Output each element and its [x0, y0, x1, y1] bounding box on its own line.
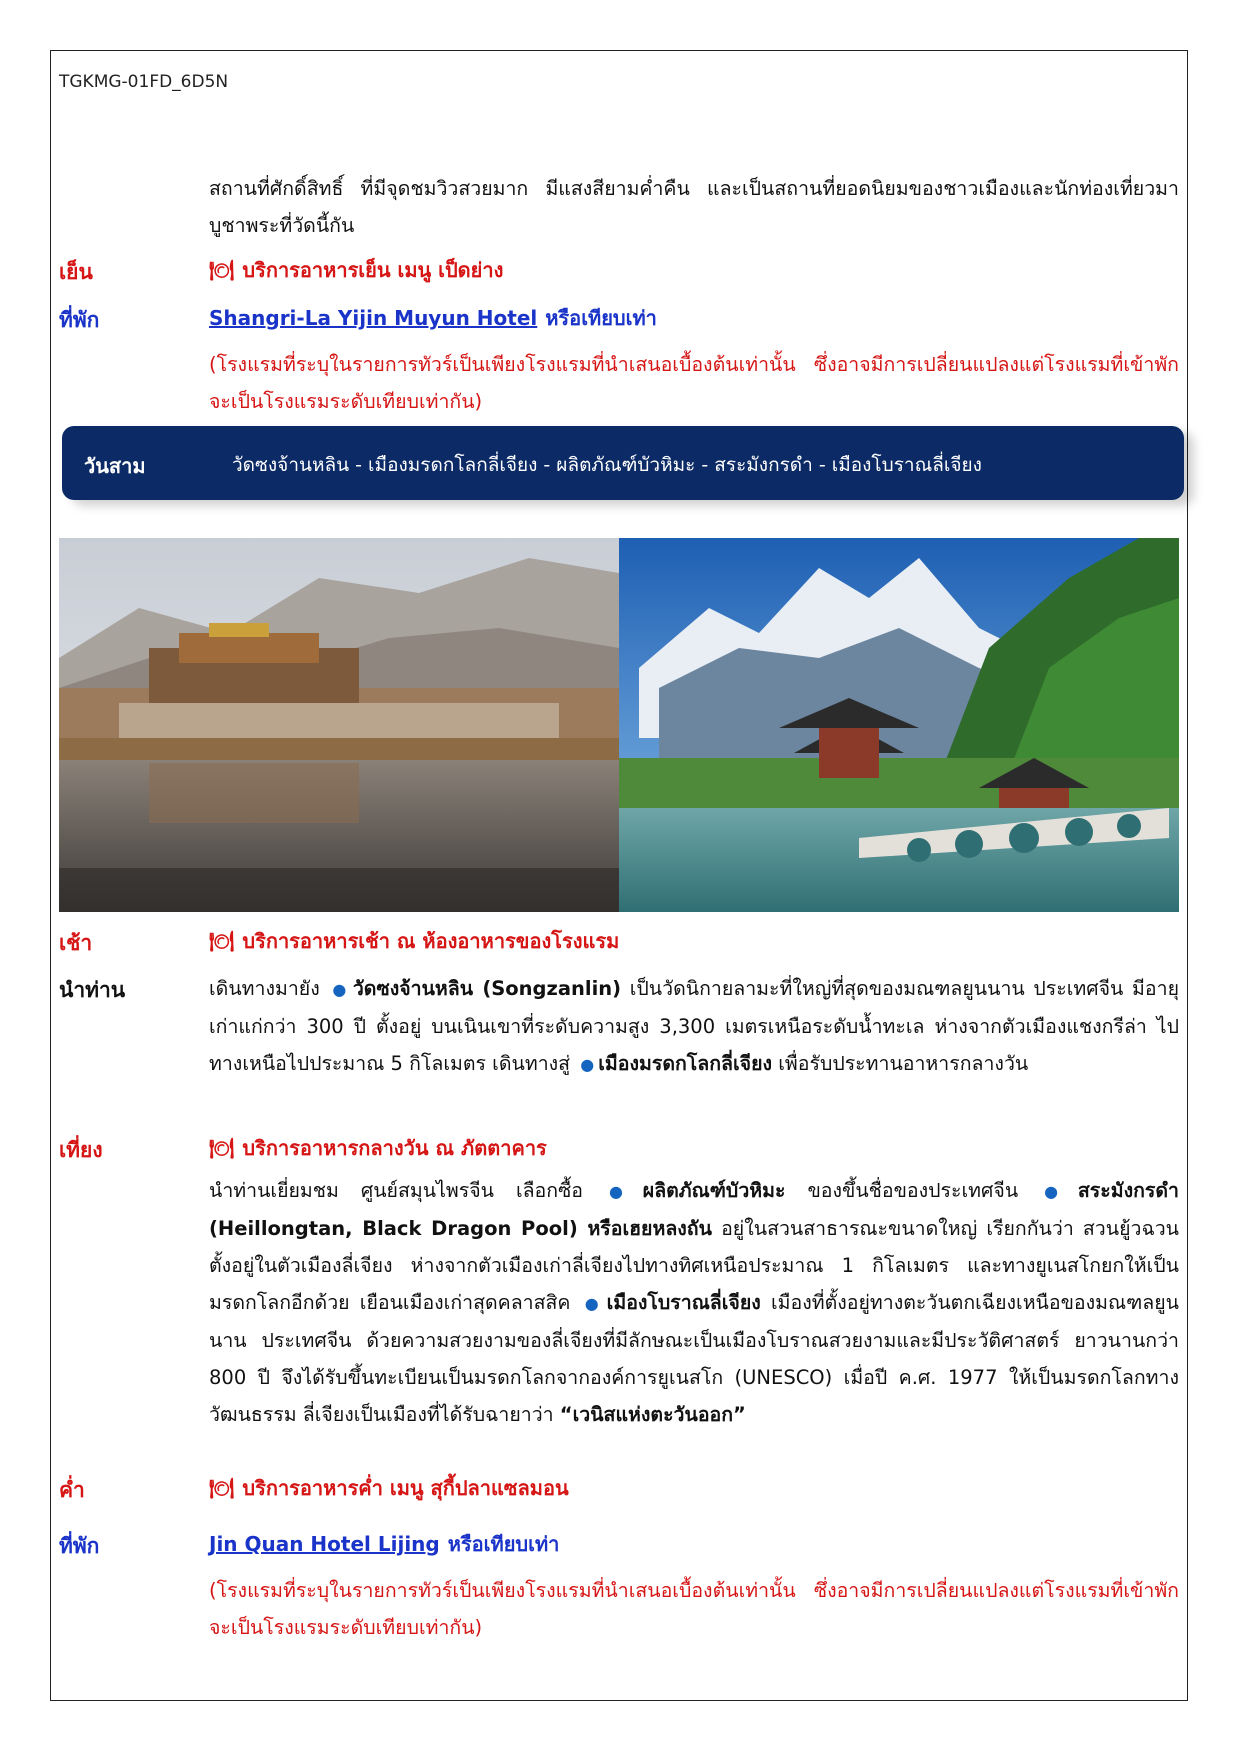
- morning-highlight-2: เมืองมรดกโลกลี่เจียง: [598, 1052, 773, 1075]
- lunch-label: เที่ยง: [59, 1138, 103, 1162]
- day-title: วันสาม: [84, 454, 146, 478]
- plate-cutlery-icon: 🍽: [209, 258, 235, 282]
- morning-text-3: เพื่อรับประทานอาหารกลางวัน: [778, 1052, 1029, 1075]
- hotel-alt-text: หรือเทียบเท่า: [545, 306, 657, 330]
- morning-label: นำท่าน: [59, 978, 126, 1002]
- blue-dot-icon: ●: [609, 1182, 639, 1201]
- morning-highlight-1: วัดซงจ้านหลิน (Songzanlin): [352, 977, 622, 1000]
- morning-text-1: เดินทางมายัง: [209, 977, 320, 1000]
- plate-cutlery-icon: 🍽: [209, 1476, 235, 1500]
- intro-text: สถานที่ศักดิ์สิทธิ์ ที่มีจุดชมวิวสวยมาก มีแสงสียามค่ำคืน และเป็นสถานที่ยอดนิยมของชาวเมืองและนักท่องเที่ยวมาบูชาพระที่วัดนี้กัน: [209, 177, 1179, 237]
- dinner2-text: บริการอาหารค่ำ เมนู สุกี้ปลาแซลมอน: [242, 1476, 569, 1500]
- afternoon-highlight-4: “เวนิสแห่งตะวันออก”: [559, 1403, 746, 1426]
- hotel-note: (โรงแรมที่ระบุในรายการทัวร์เป็นเพียงโรงแรมที่นำเสนอเบื้องต้นเท่านั้น ซึ่งอาจมีการเปลี่ยนแปลงแต่โรงแรมที่เข้าพักจะเป็นโรงแรมระดับเทียบเท่ากัน): [209, 353, 1179, 413]
- dinner2-meal: [209, 1474, 1179, 1502]
- hotel-line: [209, 304, 1179, 333]
- afternoon-text-2: ของขึ้นชื่อของประเทศจีน: [807, 1179, 1019, 1202]
- morning-text-2: เป็นวัดนิกายลามะที่ใหญ่ที่สุดของมณฑลยูนนาน ประเทศจีน มีอายุเก่าแก่กว่า 300 ปี ตั้งอยู่ บนเนินเขาที่ระดับความสูง 3,300 เมตรเหนือระดับน้ำทะเล ห่างจากตัวเมืองแชงกรีล่า ไปทางเหนือไปประมาณ 5 กิโลเมตร เดินทางสู่: [209, 977, 1179, 1075]
- hotel-link[interactable]: Shangri-La Yijin Muyun Hotel: [209, 306, 538, 330]
- intro-section: [59, 170, 1179, 250]
- day-route: วัดซงจ้านหลิน - เมืองมรดกโลกลี่เจียง - ผลิตภัณฑ์บัวหิมะ - สระมังกรดำ - เมืองโบราณลี่เจียง: [232, 454, 982, 476]
- afternoon-text-3: อยู่ในสวนสาธารณะขนาดใหญ่ เรียกกันว่า สวนยู้วฉวน ตั้งอยู่ในตัวเมืองลี่เจียง ห่างจากตัวเมืองเก่าลี่เจียงไปทางทิศเหนือประมาณ 1 กิโลเมตร และทางยูเนสโกยกให้เป็นมรดกโลกอีกด้วย เยือนเมืองเก่าสุดคลาสสิค: [209, 1217, 1180, 1314]
- breakfast-label: เช้า: [59, 931, 93, 955]
- morning-text: [209, 970, 1179, 1083]
- blue-dot-icon: ●: [332, 980, 349, 999]
- hotel2-link[interactable]: Jin Quan Hotel Lijing: [209, 1532, 440, 1556]
- dinner-row-2: [59, 1474, 1179, 1510]
- document-code: TGKMG-01FD_6D5N: [59, 72, 229, 92]
- lunch-text: บริการอาหารกลางวัน ณ ภัตตาคาร: [242, 1136, 547, 1160]
- dinner-text: บริการอาหารเย็น เมนู เป็ดย่าง: [242, 258, 504, 282]
- hotel-row-2: [59, 1530, 1179, 1640]
- black-dragon-pool-photo: [619, 538, 1179, 912]
- afternoon-text-1: นำท่านเยี่ยมชม ศูนย์สมุนไพรจีน เลือกซื้อ: [209, 1179, 584, 1202]
- lunch-row: [59, 1134, 1179, 1454]
- photo-collage: [59, 538, 1179, 912]
- dinner-label: เย็น: [59, 260, 93, 284]
- plate-cutlery-icon: 🍽: [209, 929, 235, 953]
- hotel2-label: ที่พัก: [59, 1534, 100, 1558]
- afternoon-text: [209, 1172, 1179, 1433]
- hotel2-note: (โรงแรมที่ระบุในรายการทัวร์เป็นเพียงโรงแรมที่นำเสนอเบื้องต้นเท่านั้น ซึ่งอาจมีการเปลี่ยนแปลงแต่โรงแรมที่เข้าพักจะเป็นโรงแรมระดับเทียบเท่ากัน): [209, 1579, 1179, 1639]
- monastery-photo: [59, 538, 619, 912]
- day-banner: [62, 426, 1184, 500]
- hotel2-line: [209, 1530, 1179, 1559]
- blue-dot-icon: ●: [584, 1294, 603, 1313]
- photo-strip: [59, 538, 1179, 912]
- breakfast-meal: [209, 927, 1179, 955]
- hotel2-alt-text: หรือเทียบเท่า: [447, 1532, 560, 1556]
- afternoon-highlight-1: ผลิตภัณฑ์บัวหิมะ: [642, 1179, 786, 1202]
- morning-program: [59, 970, 1179, 1130]
- dinner2-label: ค่ำ: [59, 1478, 85, 1502]
- plate-cutlery-icon: 🍽: [209, 1136, 235, 1160]
- breakfast-text: บริการอาหารเช้า ณ ห้องอาหารของโรงแรม: [242, 929, 620, 953]
- afternoon-text-4: เมืองที่ตั้งอยู่ทางตะวันตกเฉียงเหนือของมณฑลยูนนาน ประเทศจีน ด้วยความสวยงามของลี่เจียงที่มีลักษณะเป็นเมืองโบราณสวยงามและมีประวัติศาสตร์ ยาวนานกว่า 800 ปี จึงได้รับขึ้นทะเบียนเป็นมรดกโลกจากองค์การยูเนสโก (UNESCO) เมื่อปี ค.ศ. 1977 ให้เป็นมรดกโลกทางวัฒนธรรม ลี่เจียงเป็นเมืองที่ได้รับฉายาว่า: [209, 1291, 1179, 1426]
- hotel-label: ที่พัก: [59, 308, 100, 332]
- dinner-row-1: [59, 256, 1179, 292]
- blue-dot-icon: ●: [580, 1055, 595, 1074]
- blue-dot-icon: ●: [1044, 1182, 1074, 1201]
- afternoon-highlight-2: สระมังกรดำ (Heillongtan, Black Dragon Pool) หรือเฮยหลงถัน: [209, 1179, 1180, 1240]
- dinner-meal: [209, 256, 1179, 284]
- afternoon-highlight-3: เมืองโบราณลี่เจียง: [606, 1291, 761, 1314]
- hotel-row-1: [59, 304, 1179, 414]
- breakfast-row: [59, 927, 1179, 963]
- lunch-meal: [209, 1134, 1179, 1162]
